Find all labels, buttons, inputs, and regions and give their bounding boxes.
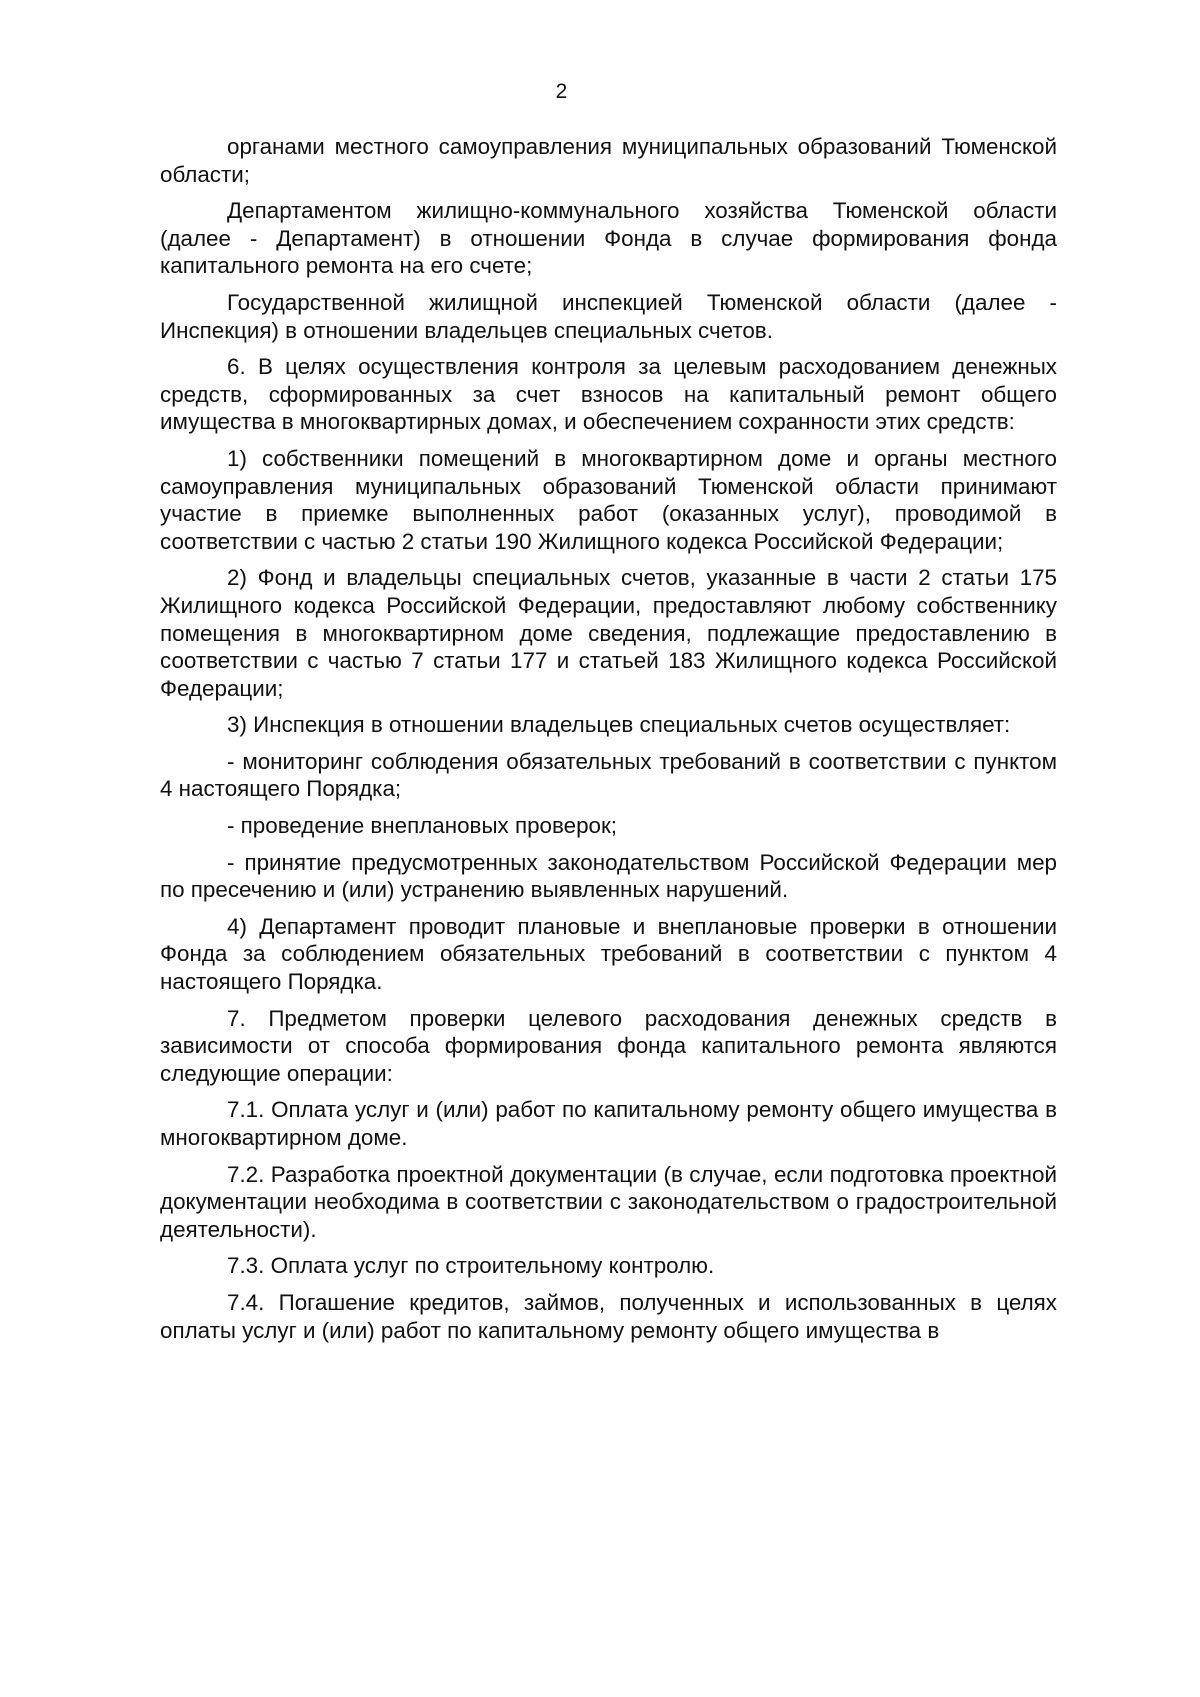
- paragraph-item-6-3: 3) Инспекция в отношении владельцев специальных счетов осуществляет:: [227, 712, 1011, 738]
- paragraph-item-6-1: 1) собственники помещений в многоквартирном доме и органы местного самоуправления муниципальных образований Тюменской области принимают участие в приемке выполненных работ (оказанных услуг), проводимой в соответствии с частью 2 статьи 190 Жилищного кодекса Российской Федерации;: [160, 445, 1057, 554]
- paragraph-item-7-1: 7.1. Оплата услуг и (или) работ по капитальному ремонту общего имущества в многоквартирном доме.: [160, 1097, 1057, 1150]
- paragraph-department: Департаментом жилищно-коммунального хозяйства Тюменской области (далее - Департамент) в отношении Фонда в случае формирования фонда капитального ремонта на его счете;: [160, 198, 1057, 279]
- page-number: 2: [555, 80, 568, 103]
- paragraph-item-6: 6. В целях осуществления контроля за целевым расходованием денежных средств, сформированных за счет взносов на капитальный ремонт общего имущества в многоквартирных домах, и обеспечением сохранности этих средств:: [160, 354, 1057, 435]
- paragraph-inspection: Государственной жилищной инспекцией Тюменской области (далее - Инспекция) в отношении владельцев специальных счетов.: [160, 289, 1057, 343]
- paragraph-item-7: 7. Предметом проверки целевого расходования денежных средств в зависимости от способа формирования фонда капитального ремонта являются следующие операции:: [160, 1005, 1057, 1086]
- document-body: [160, 133, 1057, 1353]
- paragraph-item-6-4: 4) Департамент проводит плановые и внеплановые проверки в отношении Фонда за соблюдением обязательных требований в соответствии с пунктом 4 настоящего Порядка.: [160, 913, 1057, 995]
- paragraph-item-7-4: 7.4. Погашение кредитов, займов, полученных и использованных в целях оплаты услуг и (или) работ по капитальному ремонту общего имущества в: [160, 1289, 1057, 1343]
- paragraph-local-authorities: органами местного самоуправления муниципальных образований Тюменской области;: [160, 134, 1057, 187]
- paragraph-item-7-2: 7.2. Разработка проектной документации (в случае, если подготовка проектной документации необходима в соответствии с законодательством о градостроительной деятельности).: [160, 1161, 1057, 1242]
- paragraph-item-6-2: 2) Фонд и владельцы специальных счетов, указанные в части 2 статьи 175 Жилищного кодекса Российской Федерации, предоставляют любому собственнику помещения в многоквартирном доме сведения, подлежащие предоставлению в соответствии с частью 7 статьи 177 и статьей 183 Жилищного кодекса Российской Федерации;: [160, 565, 1057, 701]
- paragraph-measures: - принятие предусмотренных законодательством Российской Федерации мер по пресечению и (или) устранению выявленных нарушений.: [160, 849, 1057, 903]
- paragraph-monitoring: - мониторинг соблюдения обязательных требований в соответствии с пунктом 4 настоящего Порядка;: [160, 748, 1057, 802]
- paragraph-unscheduled-inspections: - проведение внеплановых проверок;: [227, 813, 617, 839]
- paragraph-item-7-3: 7.3. Оплата услуг по строительному контролю.: [227, 1253, 715, 1279]
